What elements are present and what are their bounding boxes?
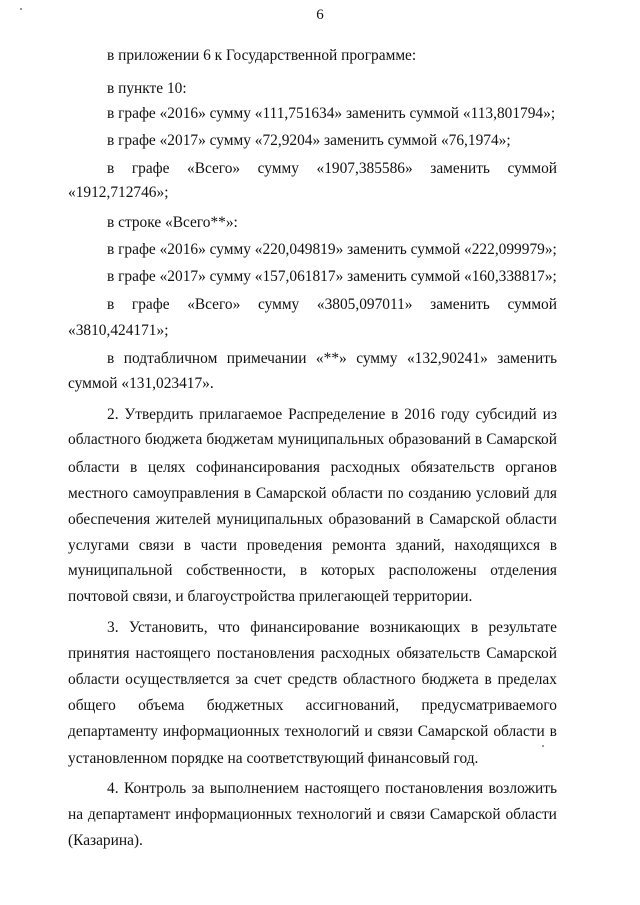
word: примечании	[226, 350, 307, 367]
word: Самарской	[429, 511, 500, 528]
word: бюджета	[144, 431, 203, 448]
word: в	[183, 537, 191, 554]
text-line: в графе «2016» сумму «220,049819» заменить суммой «222,099979»;	[107, 241, 557, 258]
text-line	[68, 483, 557, 505]
word: области	[505, 511, 557, 528]
word: в	[107, 296, 115, 313]
word: в	[470, 619, 479, 636]
word: и	[364, 723, 373, 740]
word: которых	[320, 562, 375, 579]
word: отделения	[490, 562, 557, 579]
word: Самарской	[429, 806, 501, 823]
word: за	[235, 671, 249, 688]
word: заменить	[497, 350, 557, 367]
word: постановления	[385, 780, 484, 797]
word: в	[474, 431, 483, 448]
text-line	[68, 457, 557, 479]
word: в	[130, 459, 138, 476]
text-line: «3810,424171»;	[68, 322, 169, 339]
word: области	[68, 671, 120, 688]
word: Самарской	[486, 645, 557, 662]
word: графе	[131, 296, 170, 313]
word: расположены	[388, 562, 477, 579]
text-line	[68, 429, 557, 451]
word: постановления	[216, 645, 315, 662]
word: департамент	[87, 806, 171, 823]
word: технологий	[284, 723, 360, 740]
text-line	[68, 669, 557, 691]
word: в	[107, 160, 115, 177]
word: муниципальных	[216, 511, 323, 528]
word: обеспечения	[68, 511, 151, 528]
word: в	[549, 537, 557, 554]
word: в	[243, 485, 252, 502]
word: области	[493, 723, 545, 740]
text-line: (Казарина).	[68, 832, 143, 849]
scan-speck	[20, 8, 22, 10]
word: 4.	[107, 780, 119, 797]
word: 2016	[404, 406, 436, 423]
word: в	[299, 562, 308, 579]
word: целях	[147, 459, 186, 476]
word: прилагаемое	[199, 406, 283, 423]
word: графе	[131, 160, 170, 177]
text-line: суммой «131,023417».	[68, 375, 214, 392]
word: собственности,	[186, 562, 287, 579]
word: информационных	[162, 723, 280, 740]
text-line	[107, 348, 557, 370]
word: возникающих	[369, 619, 461, 636]
word: общего	[68, 697, 116, 714]
word: областного	[342, 671, 416, 688]
word: «**»	[315, 350, 347, 367]
text-line	[68, 535, 557, 557]
word: Контроль	[123, 780, 187, 797]
word: созданию	[408, 485, 472, 502]
word: и	[376, 806, 385, 823]
word: местного	[68, 485, 129, 502]
word: «Всего»	[187, 296, 241, 313]
word: в	[484, 671, 492, 688]
word: Распределение	[288, 406, 386, 423]
word: на	[68, 806, 84, 823]
word: части	[200, 537, 238, 554]
word: департаменту	[68, 723, 158, 740]
text-line: в графе «2017» сумму «72,9204» заменить суммой «76,1974»;	[107, 132, 511, 149]
word: «1907,385586»	[316, 160, 413, 177]
text-line	[107, 404, 557, 426]
word: самоуправления	[132, 485, 240, 502]
word: софинансирования	[196, 459, 320, 476]
word: находящихся	[454, 537, 541, 554]
word: в	[549, 723, 557, 740]
word: «Всего»	[187, 160, 241, 177]
text-line	[107, 617, 557, 639]
word: Утвердить	[124, 406, 194, 423]
word: жителей	[155, 511, 211, 528]
word: пределах	[497, 671, 557, 688]
word: для	[534, 485, 557, 502]
text-line: в пункте 10:	[107, 80, 187, 97]
word: сумму	[257, 296, 300, 313]
text-line	[68, 643, 557, 665]
word: суммой	[507, 160, 557, 177]
word: «3805,097011»	[316, 296, 413, 313]
word: счет	[253, 671, 282, 688]
word: Самарской	[255, 485, 327, 502]
word: «132,90241»	[406, 350, 488, 367]
text-line: установленном порядке на соответствующий финансовый год.	[68, 750, 479, 767]
word: проведения	[246, 537, 323, 554]
word: технологий	[296, 806, 372, 823]
text-line: в строке «Всего**»:	[107, 214, 238, 231]
word: 3.	[107, 619, 119, 636]
page-number: 6	[316, 7, 324, 23]
text-line: в графе «2016» сумму «111,751634» заменить суммой «113,801794»;	[107, 105, 556, 122]
word: области	[505, 806, 557, 823]
word: по	[387, 485, 404, 502]
text-line	[68, 560, 557, 582]
word: области	[331, 485, 383, 502]
word: расходных	[330, 459, 401, 476]
word: бюджетам	[206, 431, 274, 448]
word: что	[217, 619, 240, 636]
word: заменить	[430, 160, 490, 177]
word: образований	[328, 511, 411, 528]
text-line	[68, 695, 557, 717]
word: средств	[287, 671, 338, 688]
word: в	[416, 511, 424, 528]
word: подтабличном	[123, 350, 218, 367]
word: выполнением	[209, 780, 300, 797]
word: сумму	[356, 350, 398, 367]
word: обязательств	[396, 645, 481, 662]
word: связи	[138, 537, 175, 554]
word: ремонта	[332, 537, 387, 554]
word: из	[542, 406, 557, 423]
text-line	[107, 294, 557, 316]
word: муниципальных	[277, 431, 385, 448]
word: информационных	[175, 806, 293, 823]
word: заменить	[430, 296, 490, 313]
word: ассигнований,	[305, 697, 400, 714]
word: Самарской	[486, 431, 557, 448]
word: в	[107, 350, 115, 367]
word: объема	[138, 697, 185, 714]
word: расходных	[320, 645, 391, 662]
word: области	[68, 459, 120, 476]
word: бюджета	[421, 671, 479, 688]
word: муниципальной	[68, 562, 173, 579]
text-line	[107, 778, 557, 800]
text-line	[107, 158, 557, 180]
text-line: «1912,712746»;	[68, 184, 169, 201]
word: обязательств	[410, 459, 495, 476]
word: настоящего	[135, 645, 211, 662]
word: настоящего	[304, 780, 380, 797]
text-line: в графе «2017» сумму «157,061817» заменить суммой «160,338817»;	[107, 268, 557, 285]
word: результате	[488, 619, 557, 636]
text-line	[68, 509, 557, 531]
word: областного	[68, 431, 141, 448]
word: году	[440, 406, 470, 423]
word: суммой	[507, 296, 557, 313]
word: Установить,	[128, 619, 208, 636]
text-line: почтовой связи, и благоустройства прилегающей территории.	[68, 588, 473, 605]
word: возложить	[488, 780, 557, 797]
word: субсидий	[475, 406, 537, 423]
text-line	[68, 721, 557, 743]
word: осуществляется	[125, 671, 230, 688]
word: органов	[505, 459, 557, 476]
text-line: в приложении 6 к Государственной программе:	[107, 47, 417, 64]
word: за	[191, 780, 205, 797]
word: зданий,	[395, 537, 445, 554]
word: предусматриваемого	[421, 697, 557, 714]
word: образований	[388, 431, 471, 448]
word: в	[391, 406, 399, 423]
word: бюджетных	[206, 697, 284, 714]
word: принятия	[68, 645, 130, 662]
text-line	[68, 804, 557, 826]
scan-speck	[542, 745, 544, 747]
word: услугами	[68, 537, 130, 554]
word: 2.	[107, 406, 119, 423]
word: связи	[377, 723, 413, 740]
word: Самарской	[417, 723, 489, 740]
word: финансирование	[250, 619, 360, 636]
word: условий	[475, 485, 530, 502]
word: связи	[389, 806, 426, 823]
word: сумму	[257, 160, 299, 177]
